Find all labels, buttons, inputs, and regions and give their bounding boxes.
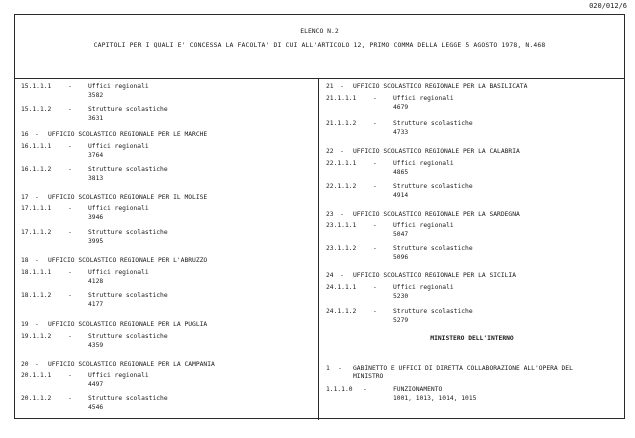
dash-separator: - <box>340 211 344 218</box>
item-desc: Uffici regionali <box>393 95 454 102</box>
item-desc: Uffici regionali <box>393 284 454 291</box>
section-number: 1 <box>326 365 330 372</box>
document-header <box>15 15 624 79</box>
item-desc: Strutture scolastiche <box>393 245 473 252</box>
section-number: 23 <box>326 211 334 218</box>
item-desc: Uffici regionali <box>88 372 149 379</box>
section-title-line1: GABINETTO E UFFICI DI DIRETTA COLLABORAZIONE ALL'OPERA DEL <box>353 365 573 372</box>
item-desc: Strutture scolastiche <box>88 106 168 113</box>
dash-separator: - <box>68 166 72 173</box>
item-desc: Strutture scolastiche <box>88 166 168 173</box>
item-desc: Strutture scolastiche <box>393 120 473 127</box>
item-number: 3813 <box>88 175 104 182</box>
section-title: UFFICIO SCOLASTICO REGIONALE PER LA CAMPANIA <box>48 361 215 368</box>
section-title: UFFICIO SCOLASTICO REGIONALE PER LA PUGLIA <box>48 321 208 328</box>
section-title: UFFICIO SCOLASTICO REGIONALE PER IL MOLISE <box>48 194 208 201</box>
item-number: 3946 <box>88 214 104 221</box>
item-desc: FUNZIONAMENTO <box>393 386 443 393</box>
document-frame <box>14 14 625 419</box>
dash-separator: - <box>373 160 377 167</box>
dash-separator: - <box>373 308 377 315</box>
dash-separator: - <box>68 372 72 379</box>
dash-separator: - <box>373 95 377 102</box>
section-number: 21 <box>326 83 334 90</box>
item-code: 24.1.1.2 <box>326 308 357 315</box>
item-code: 15.1.1.2 <box>21 106 52 113</box>
dash-separator: - <box>68 333 72 340</box>
dash-separator: - <box>68 143 72 150</box>
item-code: 22.1.1.1 <box>326 160 357 167</box>
section-title: UFFICIO SCOLASTICO REGIONALE PER L'ABRUZZO <box>48 257 208 264</box>
item-number: 5096 <box>393 254 409 261</box>
item-code: 18.1.1.1 <box>21 269 52 276</box>
item-number: 5047 <box>393 231 409 238</box>
section-number: 18 <box>21 257 29 264</box>
item-number: 3582 <box>88 92 104 99</box>
dash-separator: - <box>35 257 39 264</box>
item-number: 4546 <box>88 404 104 411</box>
dash-separator: - <box>68 83 72 90</box>
item-code: 22.1.1.2 <box>326 183 357 190</box>
item-code: 24.1.1.1 <box>326 284 357 291</box>
dash-separator: - <box>68 106 72 113</box>
item-code: 17.1.1.1 <box>21 205 52 212</box>
left-column <box>15 79 319 420</box>
item-number: 1001, 1013, 1014, 1015 <box>393 395 477 402</box>
dash-separator: - <box>35 321 39 328</box>
item-desc: Strutture scolastiche <box>88 292 168 299</box>
item-number: 3995 <box>88 238 104 245</box>
dash-separator: - <box>363 386 367 393</box>
item-number: 4359 <box>88 342 104 349</box>
page-reference: 020/012/6 <box>589 2 627 10</box>
list-title: ELENCO N.2 <box>300 27 339 35</box>
dash-separator: - <box>68 269 72 276</box>
section-title: UFFICIO SCOLASTICO REGIONALE PER LA CALABRIA <box>353 148 520 155</box>
item-desc: Uffici regionali <box>393 160 454 167</box>
section-title: UFFICIO SCOLASTICO REGIONALE PER LA SICILIA <box>353 272 517 279</box>
item-desc: Strutture scolastiche <box>393 183 473 190</box>
item-code: 23.1.1.1 <box>326 222 357 229</box>
item-number: 4497 <box>88 381 104 388</box>
section-number: 17 <box>21 194 29 201</box>
item-desc: Uffici regionali <box>88 205 149 212</box>
item-code: 19.1.1.2 <box>21 333 52 340</box>
item-number: 3764 <box>88 152 104 159</box>
item-desc: Strutture scolastiche <box>88 229 168 236</box>
right-column <box>319 79 625 420</box>
section-title: UFFICIO SCOLASTICO REGIONALE PER LA SARDEGNA <box>353 211 520 218</box>
item-code: 16.1.1.1 <box>21 143 52 150</box>
dash-separator: - <box>340 272 344 279</box>
item-desc: Strutture scolastiche <box>88 333 168 340</box>
item-code: 18.1.1.2 <box>21 292 52 299</box>
dash-separator: - <box>373 183 377 190</box>
item-code: 15.1.1.1 <box>21 83 52 90</box>
item-code: 16.1.1.2 <box>21 166 52 173</box>
item-number: 5279 <box>393 317 409 324</box>
section-number: 19 <box>21 321 29 328</box>
section-title: UFFICIO SCOLASTICO REGIONALE PER LE MARCHE <box>48 131 208 138</box>
item-number: 5230 <box>393 293 409 300</box>
item-desc: Strutture scolastiche <box>88 395 168 402</box>
item-code: 1.1.1.0 <box>326 386 353 393</box>
dash-separator: - <box>373 245 377 252</box>
dash-separator: - <box>373 222 377 229</box>
item-desc: Uffici regionali <box>88 83 149 90</box>
item-code: 17.1.1.2 <box>21 229 52 236</box>
section-number: 16 <box>21 131 29 138</box>
item-code: 21.1.1.2 <box>326 120 357 127</box>
list-subtitle: CAPITOLI PER I QUALI E' CONCESSA LA FACOLTA' DI CUI ALL'ARTICOLO 12, PRIMO COMMA DELLA LEGGE 5 AGOSTO 1978, N.468 <box>93 41 546 49</box>
item-code: 21.1.1.1 <box>326 95 357 102</box>
dash-separator: - <box>35 131 39 138</box>
item-code: 23.1.1.2 <box>326 245 357 252</box>
item-desc: Uffici regionali <box>88 143 149 150</box>
item-desc: Uffici regionali <box>393 222 454 229</box>
ministry-heading: MINISTERO DELL'INTERNO <box>430 335 514 342</box>
dash-separator: - <box>68 205 72 212</box>
item-code: 20.1.1.2 <box>21 395 52 402</box>
section-number: 20 <box>21 361 29 368</box>
item-number: 4733 <box>393 129 409 136</box>
dash-separator: - <box>35 194 39 201</box>
item-desc: Uffici regionali <box>88 269 149 276</box>
item-desc: Strutture scolastiche <box>393 308 473 315</box>
dash-separator: - <box>35 361 39 368</box>
section-number: 22 <box>326 148 334 155</box>
item-number: 4679 <box>393 104 409 111</box>
dash-separator: - <box>340 83 344 90</box>
dash-separator: - <box>340 148 344 155</box>
section-title-line2: MINISTRO <box>353 373 384 380</box>
item-number: 4128 <box>88 278 104 285</box>
dash-separator: - <box>68 229 72 236</box>
item-code: 20.1.1.1 <box>21 372 52 379</box>
dash-separator: - <box>338 365 342 372</box>
section-title: UFFICIO SCOLASTICO REGIONALE PER LA BASILICATA <box>353 83 528 90</box>
dash-separator: - <box>68 292 72 299</box>
item-number: 4914 <box>393 192 409 199</box>
item-number: 3631 <box>88 115 104 122</box>
dash-separator: - <box>68 395 72 402</box>
dash-separator: - <box>373 120 377 127</box>
item-number: 4865 <box>393 169 409 176</box>
section-number: 24 <box>326 272 334 279</box>
item-number: 4177 <box>88 301 104 308</box>
dash-separator: - <box>373 284 377 291</box>
